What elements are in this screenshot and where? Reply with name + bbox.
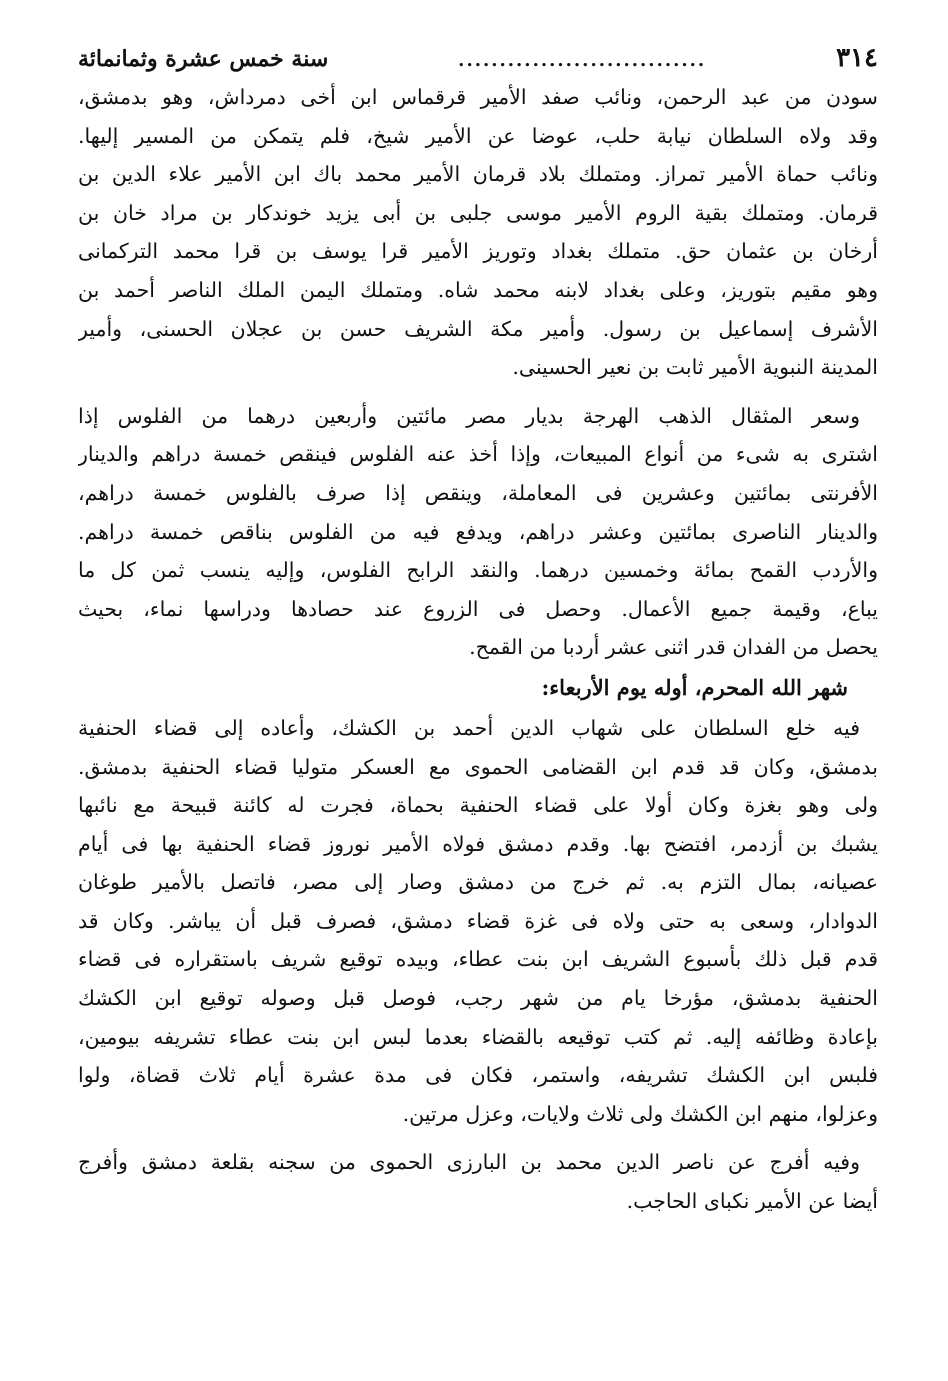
text-line: قرمان. ومتملك بقية الروم الأمير موسى جلبى بن أبى يزيد خوندكار بن مراد خان بن bbox=[78, 200, 878, 225]
text-line: والأردب القمح بمائة وخمسين درهما. والنقد الرابح الفلوس، وإليه ينسب ثمن كل ما bbox=[78, 558, 878, 583]
text-line: يباع، وقيمة جميع الأعمال. وحصل فى الزروع عند حصادها ودراسها نماء، بحيث bbox=[78, 596, 878, 621]
text-line: الدوادار، وسعى به حتى ولاه فى غزة قضاء دمشق، فصرف قبل أن يباشر. وكان قد bbox=[78, 908, 878, 933]
text-line: المدينة النبوية الأمير ثابت بن نعير الحسينى. bbox=[512, 355, 878, 380]
text-line: يحصل من الفدان قدر اثنى عشر أردبا من القمح. bbox=[469, 635, 878, 660]
leader-dots: .............................. bbox=[458, 50, 707, 71]
text-line: عصيانه، بمال التزم به. ثم خرج من دمشق وصار إلى مصر، فاتصل بالأمير طوغان bbox=[78, 870, 878, 895]
book-page bbox=[78, 38, 878, 1221]
text-line: الأفرنتى بمائتين وعشرين فى المعاملة، وينقص إذا صرف بالفلوس خمسة دراهم، bbox=[78, 480, 878, 505]
text-line: وهو مقيم بتوريز، وعلى بغداد لابنه محمد شاه. ومتملك اليمن الملك الناصر أحمد بن bbox=[78, 277, 878, 302]
paragraph-spacer bbox=[78, 387, 878, 397]
text-line: وسعر المثقال الذهب الهرجة بديار مصر مائتين وأربعين درهما من الفلوس إذا bbox=[78, 403, 860, 428]
text-line: أرخان بن عثمان حق. متملك بغداد وتوريز الأمير قرا يوسف بن قرا محمد التركمانى bbox=[78, 239, 878, 264]
text-line: وقد ولاه السلطان نيابة حلب، عوضا عن الأمير شيخ، فلم يتمكن من المسير إليها. bbox=[78, 123, 878, 148]
paragraph-muharram bbox=[78, 709, 878, 1134]
text-line: بدمشق، وكان قد قدم ابن القضامى الحموى مع العسكر متوليا قضاء الحنفية بدمشق. bbox=[78, 754, 878, 779]
text-line: اشترى به شىء من أنواع المبيعات، وإذا أخذ عنه الفلوس فينقص خمسة دراهم والدينار bbox=[78, 442, 878, 467]
paragraph-prices bbox=[78, 397, 878, 667]
page-number: ٣١٤ bbox=[836, 43, 878, 73]
text-line: الحنفية بدمشق، مؤرخا يام من شهر رجب، فوصل قبل وصوله توقيع ابن الكشك bbox=[78, 986, 878, 1011]
text-line: وعزلوا، منهم ابن الكشك ولى ثلاث ولايات، وعزل مرتين. bbox=[402, 1101, 878, 1126]
text-line: سودن من عبد الرحمن، ونائب صفد الأمير قرقماس ابن أخى دمرداش، وهو بدمشق، bbox=[78, 85, 878, 109]
text-line: الأشرف إسماعيل بن رسول. وأمير مكة الشريف حسن بن عجلان الحسنى، وأمير bbox=[78, 316, 878, 341]
paragraph-rulers bbox=[78, 78, 878, 387]
running-header bbox=[78, 38, 878, 78]
paragraph-release bbox=[78, 1143, 878, 1220]
text-line: فيه خلع السلطان على شهاب الدين أحمد بن الكشك، وأعاده إلى قضاء الحنفية bbox=[78, 715, 860, 740]
paragraph-spacer bbox=[78, 1133, 878, 1143]
header-title: سنة خمس عشرة وثمانمائة bbox=[78, 46, 329, 72]
text-line: بإعادة وظائفه إليه. ثم كتب توقيعه بالقضاء بعدما لبس ابن بنت عطاء تشريفه بيومين، bbox=[78, 1024, 878, 1049]
text-line: والدينار الناصرى بمائتين وعشر دراهم، ويدفع فيه من الفلوس بناقص خمسة دراهم. bbox=[78, 519, 878, 544]
section-heading: شهر الله المحرم، أوله يوم الأربعاء: bbox=[541, 674, 848, 700]
text-line: ولى وهو بغزة وكان أولا على قضاء الحنفية بحماة، فجرت له كائنة قبيحة مع نائبها bbox=[78, 793, 878, 818]
text-line: أيضا عن الأمير نكباى الحاجب. bbox=[626, 1189, 878, 1214]
text-line: وفيه أفرج عن ناصر الدين محمد بن البارزى الحموى من سجنه بقلعة دمشق وأفرج bbox=[78, 1150, 860, 1175]
text-line: ونائب حماة الأمير تمراز. ومتملك بلاد قرمان الأمير محمد باك ابن الأمير علاء الدين بن bbox=[78, 162, 878, 187]
text-line: فلبس ابن الكشك تشريفه، واستمر، فكان فى مدة عشرة أيام ثلاث قضاة، ولوا bbox=[78, 1063, 878, 1088]
text-line: قدم قبل ذلك بأسبوع الشريف ابن بنت عطاء، وبيده توقيع شريف باستقراره فى قضاء bbox=[78, 947, 878, 972]
text-line: يشبك بن أزدمر، افتضح بها. وقدم دمشق فولاه الأمير نوروز قضاء الحنفية بها فى أيام bbox=[78, 831, 878, 856]
